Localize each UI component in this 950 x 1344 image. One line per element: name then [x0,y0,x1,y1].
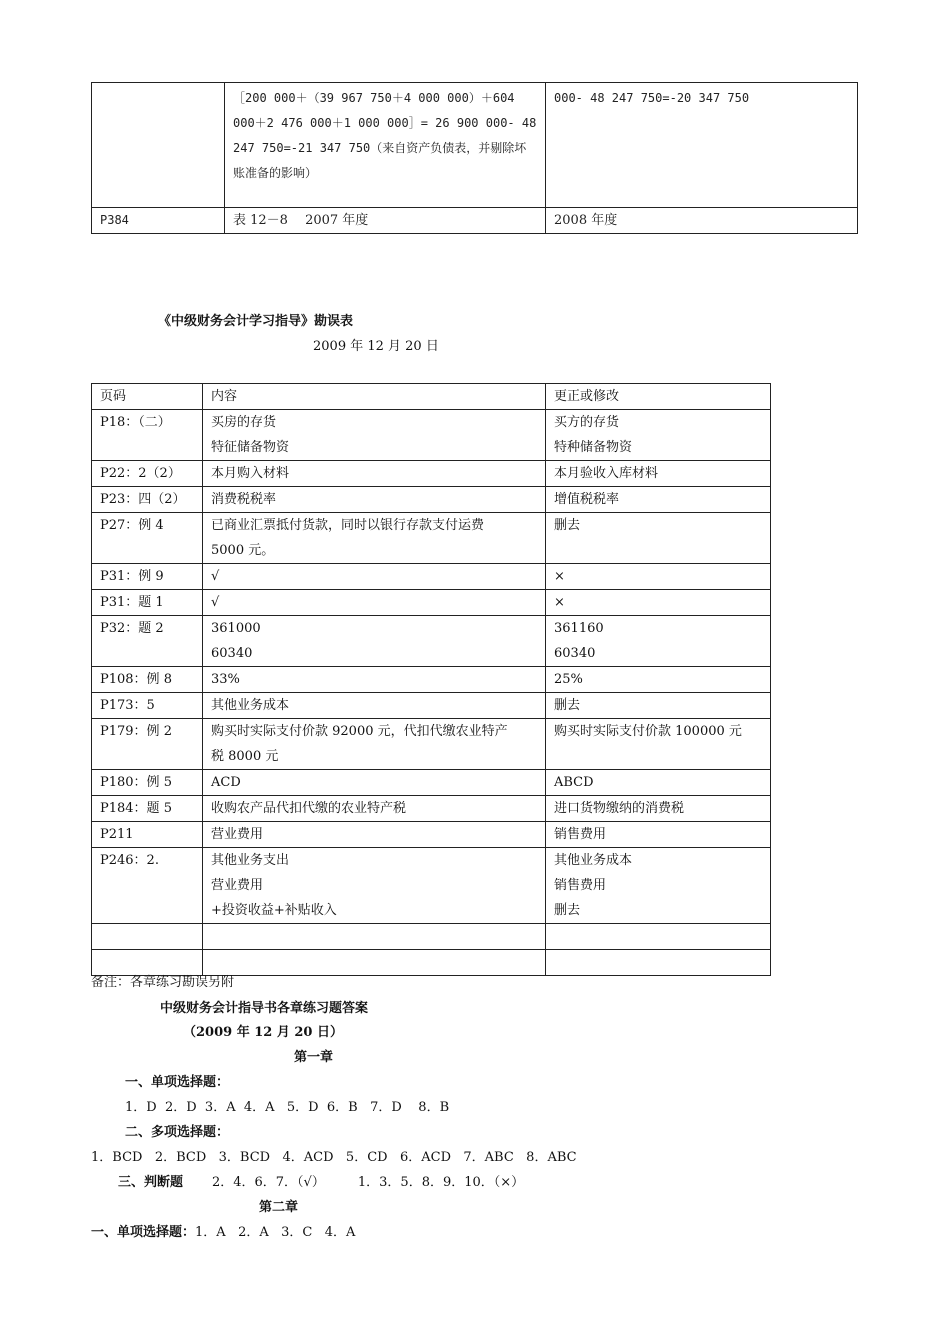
table-row [92,796,771,822]
fix-cell [546,564,771,590]
table-row [92,208,858,234]
errata-title: 《中级财务会计学习指导》勘误表 [158,314,354,329]
page-cell [92,487,203,513]
header-fix: 更正或修改 [546,384,771,410]
page-cell-line: P108：例 8 [100,672,172,687]
fix-cell-line: 销售费用 [554,878,607,893]
page-cell-line: P246：2. [100,853,159,868]
content-cell [203,719,546,770]
page-cell-line: P18：（二） [100,415,171,430]
fix-cell [546,693,771,719]
page-cell [92,770,203,796]
fix-cell [546,487,771,513]
fix-cell-line: 删去 [554,903,581,918]
answers-date: （2009 年 12 月 20 日） [183,1025,343,1040]
fix-cell [546,513,771,564]
content-cell-line: 特征储备物资 [211,440,290,455]
page-cell-line: P179：例 2 [100,724,172,739]
content-cell-line: 税 8000 元 [211,749,279,764]
content-cell [203,616,546,667]
errata-date: 2009 年 12 月 20 日 [313,339,439,354]
fix-cell-line: 删去 [554,698,581,713]
content-cell-line: 5000 元。 [211,543,275,558]
fix-cell-line: 特种储备物资 [554,440,633,455]
fix-cell-line: 其他业务成本 [554,853,633,868]
table-row [92,564,771,590]
table-row [92,693,771,719]
ch1-judge-label: 三、判断题 [118,1175,184,1190]
page-cell [92,616,203,667]
errata-note: 备注：各章练习勘误另附 [91,975,235,990]
fix-cell [546,848,771,924]
content-cell-line: 361000 [211,621,261,636]
errata-table [91,383,771,976]
top-table [91,82,858,234]
ch2-single-line [91,1223,355,1243]
content-cell [203,487,546,513]
page-cell [92,924,203,950]
content-cell: ［200 000＋（39 967 750＋4 000 000）＋604 000＋2 476 000＋1 000 000］= 26 900 000- 48 247 750=-21 347 750（来自资产负债表，并剔除坏账准备的影响） [225,83,546,208]
header-content: 内容 [203,384,546,410]
ch1-single-answers: 1．D 2．D 3．A 4．A 5．D 6．B 7．D 8．B [125,1100,450,1115]
table-row [92,667,771,693]
content-cell-line: 60340 [211,646,253,661]
page-cell-line: P184：题 5 [100,801,172,816]
table-row [92,487,771,513]
table-row [92,410,771,461]
content-cell [203,564,546,590]
correction-cell: 000- 48 247 750=-20 347 750 [546,83,858,208]
content-cell [203,950,546,976]
fix-cell [546,796,771,822]
fix-cell [546,616,771,667]
content-cell [203,410,546,461]
page-cell-line: P31：题 1 [100,595,164,610]
page-cell-line: P27：例 4 [100,518,164,533]
content-cell-line: 本月购入材料 [211,466,290,481]
fix-cell-line: 删去 [554,518,581,533]
header-page: 页码 [92,384,203,410]
content-cell-line: 其他业务成本 [211,698,290,713]
page-cell-line: P173：5 [100,698,155,713]
fix-cell [546,770,771,796]
ch2-single-label: 一、单项选择题： [91,1225,196,1240]
content-cell-line: √ [211,595,220,610]
fix-cell [546,410,771,461]
table-row [92,924,771,950]
page-cell [92,719,203,770]
content-cell-line: 33% [211,672,240,687]
fix-cell [546,822,771,848]
page-cell [92,461,203,487]
table-row [92,848,771,924]
content-cell-line: 营业费用 [211,878,264,893]
content-cell [203,590,546,616]
page-cell [92,410,203,461]
page-cell [92,950,203,976]
table-row [92,822,771,848]
ch1-judge-line [118,1173,524,1193]
content-cell-line: 收购农产品代扣代缴的农业特产税 [211,801,407,816]
content-cell-line: 其他业务支出 [211,853,290,868]
content-cell [203,822,546,848]
chapter2-heading: 第二章 [259,1200,299,1215]
page-cell [92,83,225,208]
fix-cell-line: 买方的存货 [554,415,620,430]
content-cell [203,770,546,796]
table-row [92,513,771,564]
content-cell [203,924,546,950]
table-row [92,770,771,796]
table-row [92,719,771,770]
fix-cell-line: 购买时实际支付价款 100000 元 [554,724,742,739]
content-cell-line: 已商业汇票抵付货款，同时以银行存款支付运费 [211,518,485,533]
page-cell [92,513,203,564]
fix-cell [546,719,771,770]
fix-cell-line: × [554,569,565,584]
content-cell [203,848,546,924]
fix-cell [546,461,771,487]
page-cell-line: P23：四（2） [100,492,186,507]
table-row [92,590,771,616]
page-cell [92,564,203,590]
fix-cell [546,950,771,976]
fix-cell-line: × [554,595,565,610]
table-row [92,461,771,487]
fix-cell-line: 进口货物缴纳的消费税 [554,801,685,816]
content-cell-line: 营业费用 [211,827,264,842]
content-cell-line: +投资收益+补贴收入 [211,903,337,918]
page-cell [92,693,203,719]
fix-cell-line: ABCD [554,775,594,790]
correction-cell: 2008 年度 [546,208,858,234]
content-cell [203,796,546,822]
table-row [92,83,858,208]
fix-cell-line: 本月验收入库材料 [554,466,659,481]
chapter1-heading: 第一章 [294,1050,334,1065]
fix-cell-line: 25% [554,672,583,687]
page-cell [92,590,203,616]
ch1-multi-label: 二、多项选择题： [125,1125,230,1140]
table-row [92,616,771,667]
table-row [92,950,771,976]
fix-cell-line: 361160 [554,621,604,636]
ch2-single-answers: 1．A 2．A 3．C 4．A [195,1225,356,1240]
content-cell: 表 12－8 2007 年度 [225,208,546,234]
page-cell: P384 [92,208,225,234]
ch1-single-label: 一、单项选择题： [125,1075,230,1090]
header-row [92,384,771,410]
content-cell [203,667,546,693]
fix-cell-line: 销售费用 [554,827,607,842]
content-cell [203,513,546,564]
fix-cell-line: 60340 [554,646,596,661]
fix-cell [546,924,771,950]
content-cell-line: 购买时实际支付价款 92000 元，代扣代缴农业特产 [211,724,508,739]
page-cell-line: P32：题 2 [100,621,164,636]
page-cell [92,822,203,848]
page-cell [92,796,203,822]
page-cell [92,848,203,924]
ch1-judge-answers: 2．4．6．7．（√） 1．3．5．8．9．10．（×） [211,1175,525,1190]
page-cell [92,667,203,693]
fix-cell [546,667,771,693]
page-cell-line: P180：例 5 [100,775,172,790]
fix-cell [546,590,771,616]
content-cell-line: √ [211,569,220,584]
fix-cell-line: 增值税税率 [554,492,620,507]
page-cell-line: P22：2（2） [100,466,181,481]
content-cell-line: ACD [211,775,241,790]
content-cell-line: 消费税税率 [211,492,277,507]
answers-title: 中级财务会计指导书各章练习题答案 [160,1001,369,1016]
page-cell-line: P211 [100,827,134,842]
content-cell [203,461,546,487]
content-cell-line: 买房的存货 [211,415,277,430]
ch1-multi-answers: 1．BCD 2．BCD 3．BCD 4．ACD 5．CD 6．ACD 7．ABC 8．ABC [91,1150,577,1165]
content-cell [203,693,546,719]
page-cell-line: P31：例 9 [100,569,164,584]
